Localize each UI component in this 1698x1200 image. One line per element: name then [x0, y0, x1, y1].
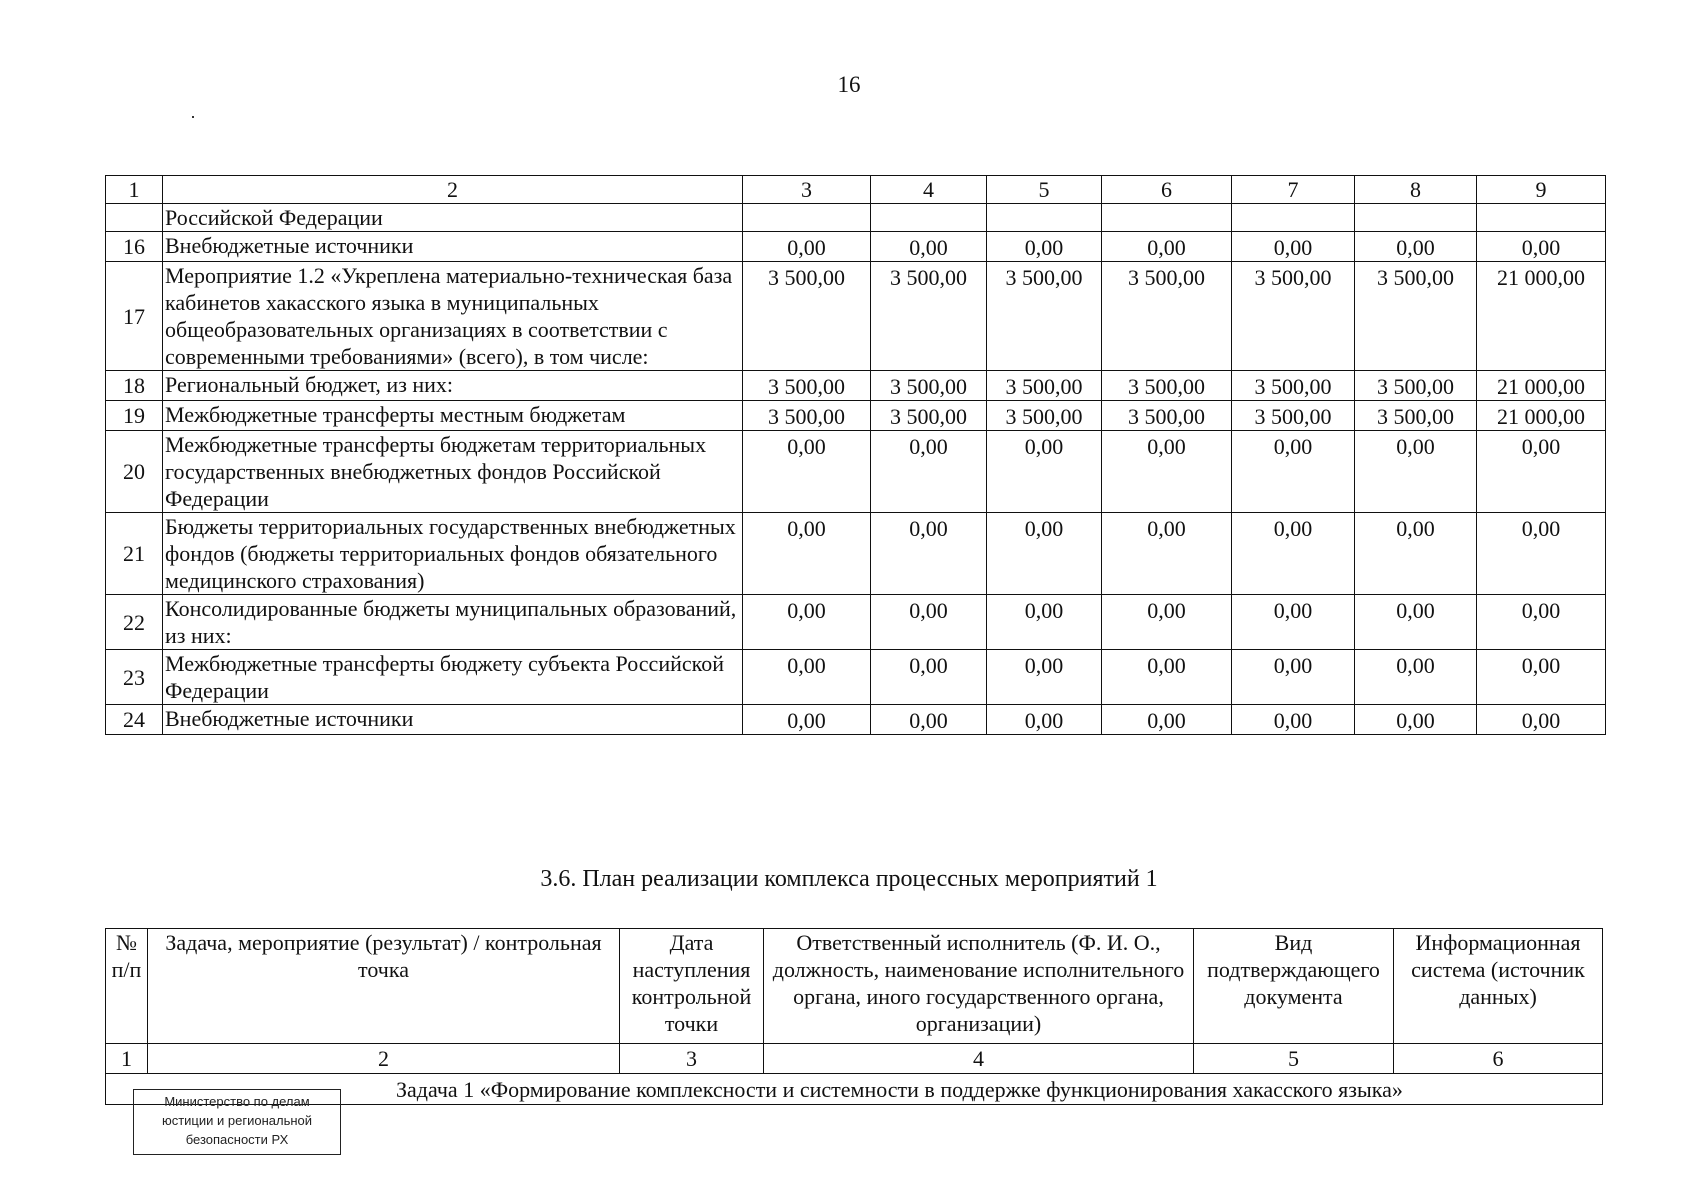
row-value: 21 000,00 — [1477, 401, 1606, 431]
row-value: 3 500,00 — [1232, 401, 1355, 431]
budget-row — [106, 431, 1606, 513]
row-value: 3 500,00 — [871, 401, 987, 431]
row-value: 0,00 — [1102, 705, 1232, 735]
scan-speck — [192, 116, 194, 118]
row-value: 0,00 — [743, 513, 871, 595]
row-value: 0,00 — [1232, 705, 1355, 735]
row-number: 18 — [106, 371, 163, 401]
row-value: 0,00 — [1355, 232, 1477, 262]
plan-number-row — [106, 1044, 1603, 1074]
row-number: 21 — [106, 513, 163, 595]
plan-col-number: 4 — [764, 1044, 1194, 1074]
plan-col-number: 2 — [148, 1044, 620, 1074]
row-value: 0,00 — [1477, 705, 1606, 735]
plan-col-number: 6 — [1394, 1044, 1603, 1074]
row-value: 0,00 — [1232, 232, 1355, 262]
row-value: 21 000,00 — [1477, 371, 1606, 401]
col-header: 9 — [1477, 176, 1606, 204]
row-value: 0,00 — [871, 650, 987, 705]
continuation-row — [106, 204, 1606, 232]
row-value: 3 500,00 — [1232, 262, 1355, 371]
budget-row — [106, 595, 1606, 650]
row-value: 0,00 — [1355, 513, 1477, 595]
row-value: 0,00 — [987, 650, 1102, 705]
row-value: 0,00 — [1102, 595, 1232, 650]
budget-row — [106, 232, 1606, 262]
row-value: 3 500,00 — [1355, 371, 1477, 401]
row-value: 0,00 — [987, 513, 1102, 595]
row-value: 0,00 — [987, 431, 1102, 513]
row-number: 24 — [106, 705, 163, 735]
row-label: Бюджеты территориальных государственных внебюджетных фондов (бюджеты территориальных фондов обязательного медицинского страхования) — [163, 513, 743, 595]
budget-header-row — [106, 176, 1606, 204]
budget-row — [106, 705, 1606, 735]
stamp-line: Министерство по делам — [164, 1094, 310, 1109]
plan-table — [105, 928, 1603, 1105]
row-value: 0,00 — [1355, 595, 1477, 650]
row-value: 0,00 — [1477, 595, 1606, 650]
stamp-line: юстиции и региональной — [161, 1113, 313, 1128]
col-header: 2 — [163, 176, 743, 204]
plan-col-number: 1 — [106, 1044, 148, 1074]
section-title: 3.6. План реализации комплекса процессных мероприятий 1 — [540, 866, 1158, 892]
budget-row — [106, 650, 1606, 705]
row-label: Консолидированные бюджеты муниципальных образований, из них: — [163, 595, 743, 650]
col-header: 5 — [987, 176, 1102, 204]
budget-table — [105, 175, 1606, 735]
row-number: 19 — [106, 401, 163, 431]
row-value — [987, 204, 1102, 232]
row-value: 0,00 — [987, 595, 1102, 650]
row-value: 3 500,00 — [1102, 262, 1232, 371]
row-value: 3 500,00 — [743, 401, 871, 431]
row-number — [106, 204, 163, 232]
budget-row — [106, 401, 1606, 431]
row-value: 0,00 — [871, 595, 987, 650]
row-value: 0,00 — [871, 513, 987, 595]
col-header: 1 — [106, 176, 163, 204]
row-label: Межбюджетные трансферты бюджету субъекта Российской Федерации — [163, 650, 743, 705]
row-value: 0,00 — [1477, 431, 1606, 513]
row-value: 21 000,00 — [1477, 262, 1606, 371]
budget-row — [106, 513, 1606, 595]
row-value — [1232, 204, 1355, 232]
row-value: 0,00 — [987, 705, 1102, 735]
plan-header: Ответственный исполнитель (Ф. И. О., должность, наименование исполнительного органа, иного государственного органа, организации) — [764, 929, 1194, 1044]
row-value: 0,00 — [1477, 513, 1606, 595]
col-header: 6 — [1102, 176, 1232, 204]
plan-header: Информационная система (источник данных) — [1394, 929, 1603, 1044]
row-number: 22 — [106, 595, 163, 650]
page-number: 16 — [837, 72, 861, 97]
plan-col-number: 5 — [1194, 1044, 1394, 1074]
row-value: 0,00 — [743, 595, 871, 650]
row-value: 3 500,00 — [987, 262, 1102, 371]
row-value: 0,00 — [1232, 513, 1355, 595]
row-value: 0,00 — [1355, 705, 1477, 735]
col-header: 8 — [1355, 176, 1477, 204]
row-number: 17 — [106, 262, 163, 371]
registration-stamp — [133, 1089, 341, 1155]
row-value: 0,00 — [987, 232, 1102, 262]
row-value — [871, 204, 987, 232]
row-value: 3 500,00 — [871, 262, 987, 371]
row-value: 0,00 — [1232, 431, 1355, 513]
row-value: 0,00 — [871, 431, 987, 513]
row-value: 3 500,00 — [987, 401, 1102, 431]
row-value: 3 500,00 — [743, 262, 871, 371]
row-label: Внебюджетные источники — [163, 705, 743, 735]
row-value: 3 500,00 — [1355, 262, 1477, 371]
row-value: 0,00 — [1355, 431, 1477, 513]
row-value: 3 500,00 — [987, 371, 1102, 401]
row-value: 0,00 — [871, 705, 987, 735]
row-value: 0,00 — [1102, 232, 1232, 262]
budget-row — [106, 371, 1606, 401]
plan-header: Вид подтверждающего документа — [1194, 929, 1394, 1044]
row-value — [743, 204, 871, 232]
row-label: Российской Федерации — [163, 204, 743, 232]
row-number: 16 — [106, 232, 163, 262]
col-header: 3 — [743, 176, 871, 204]
row-value: 0,00 — [1102, 513, 1232, 595]
plan-header: № п/п — [106, 929, 148, 1044]
row-value: 3 500,00 — [1102, 401, 1232, 431]
row-label: Внебюджетные источники — [163, 232, 743, 262]
row-label: Мероприятие 1.2 «Укреплена материально-техническая база кабинетов хакасского языка в муниципальных общеобразовательных организациях в соответствии с современными требованиями» (всего), в том числе: — [163, 262, 743, 371]
row-number: 23 — [106, 650, 163, 705]
plan-header: Дата наступления контрольной точки — [620, 929, 764, 1044]
row-label: Межбюджетные трансферты местным бюджетам — [163, 401, 743, 431]
task-heading: Задача 1 «Формирование комплексности и системности в поддержке функционирования хакасского языка» — [106, 1074, 1603, 1105]
row-value: 0,00 — [743, 705, 871, 735]
row-value: 0,00 — [1102, 650, 1232, 705]
row-value: 0,00 — [1355, 650, 1477, 705]
budget-table-body — [106, 176, 1606, 735]
row-value: 3 500,00 — [871, 371, 987, 401]
row-value: 3 500,00 — [743, 371, 871, 401]
col-header: 7 — [1232, 176, 1355, 204]
row-value: 3 500,00 — [1232, 371, 1355, 401]
plan-header: Задача, мероприятие (результат) / контрольная точка — [148, 929, 620, 1044]
row-value: 3 500,00 — [1355, 401, 1477, 431]
row-value: 0,00 — [743, 650, 871, 705]
row-value: 0,00 — [871, 232, 987, 262]
row-value — [1355, 204, 1477, 232]
row-value — [1102, 204, 1232, 232]
row-value: 0,00 — [1102, 431, 1232, 513]
row-number: 20 — [106, 431, 163, 513]
row-label: Межбюджетные трансферты бюджетам территориальных государственных внебюджетных фондов Российской Федерации — [163, 431, 743, 513]
row-value — [1477, 204, 1606, 232]
plan-header-row — [106, 929, 1603, 1044]
row-value: 0,00 — [1232, 650, 1355, 705]
row-value: 0,00 — [743, 431, 871, 513]
col-header: 4 — [871, 176, 987, 204]
row-value: 0,00 — [1477, 232, 1606, 262]
row-value: 0,00 — [1477, 650, 1606, 705]
budget-row — [106, 262, 1606, 371]
row-label: Региональный бюджет, из них: — [163, 371, 743, 401]
row-value: 0,00 — [743, 232, 871, 262]
row-value: 3 500,00 — [1102, 371, 1232, 401]
stamp-line: безопасности РХ — [185, 1132, 289, 1147]
row-value: 0,00 — [1232, 595, 1355, 650]
plan-col-number: 3 — [620, 1044, 764, 1074]
